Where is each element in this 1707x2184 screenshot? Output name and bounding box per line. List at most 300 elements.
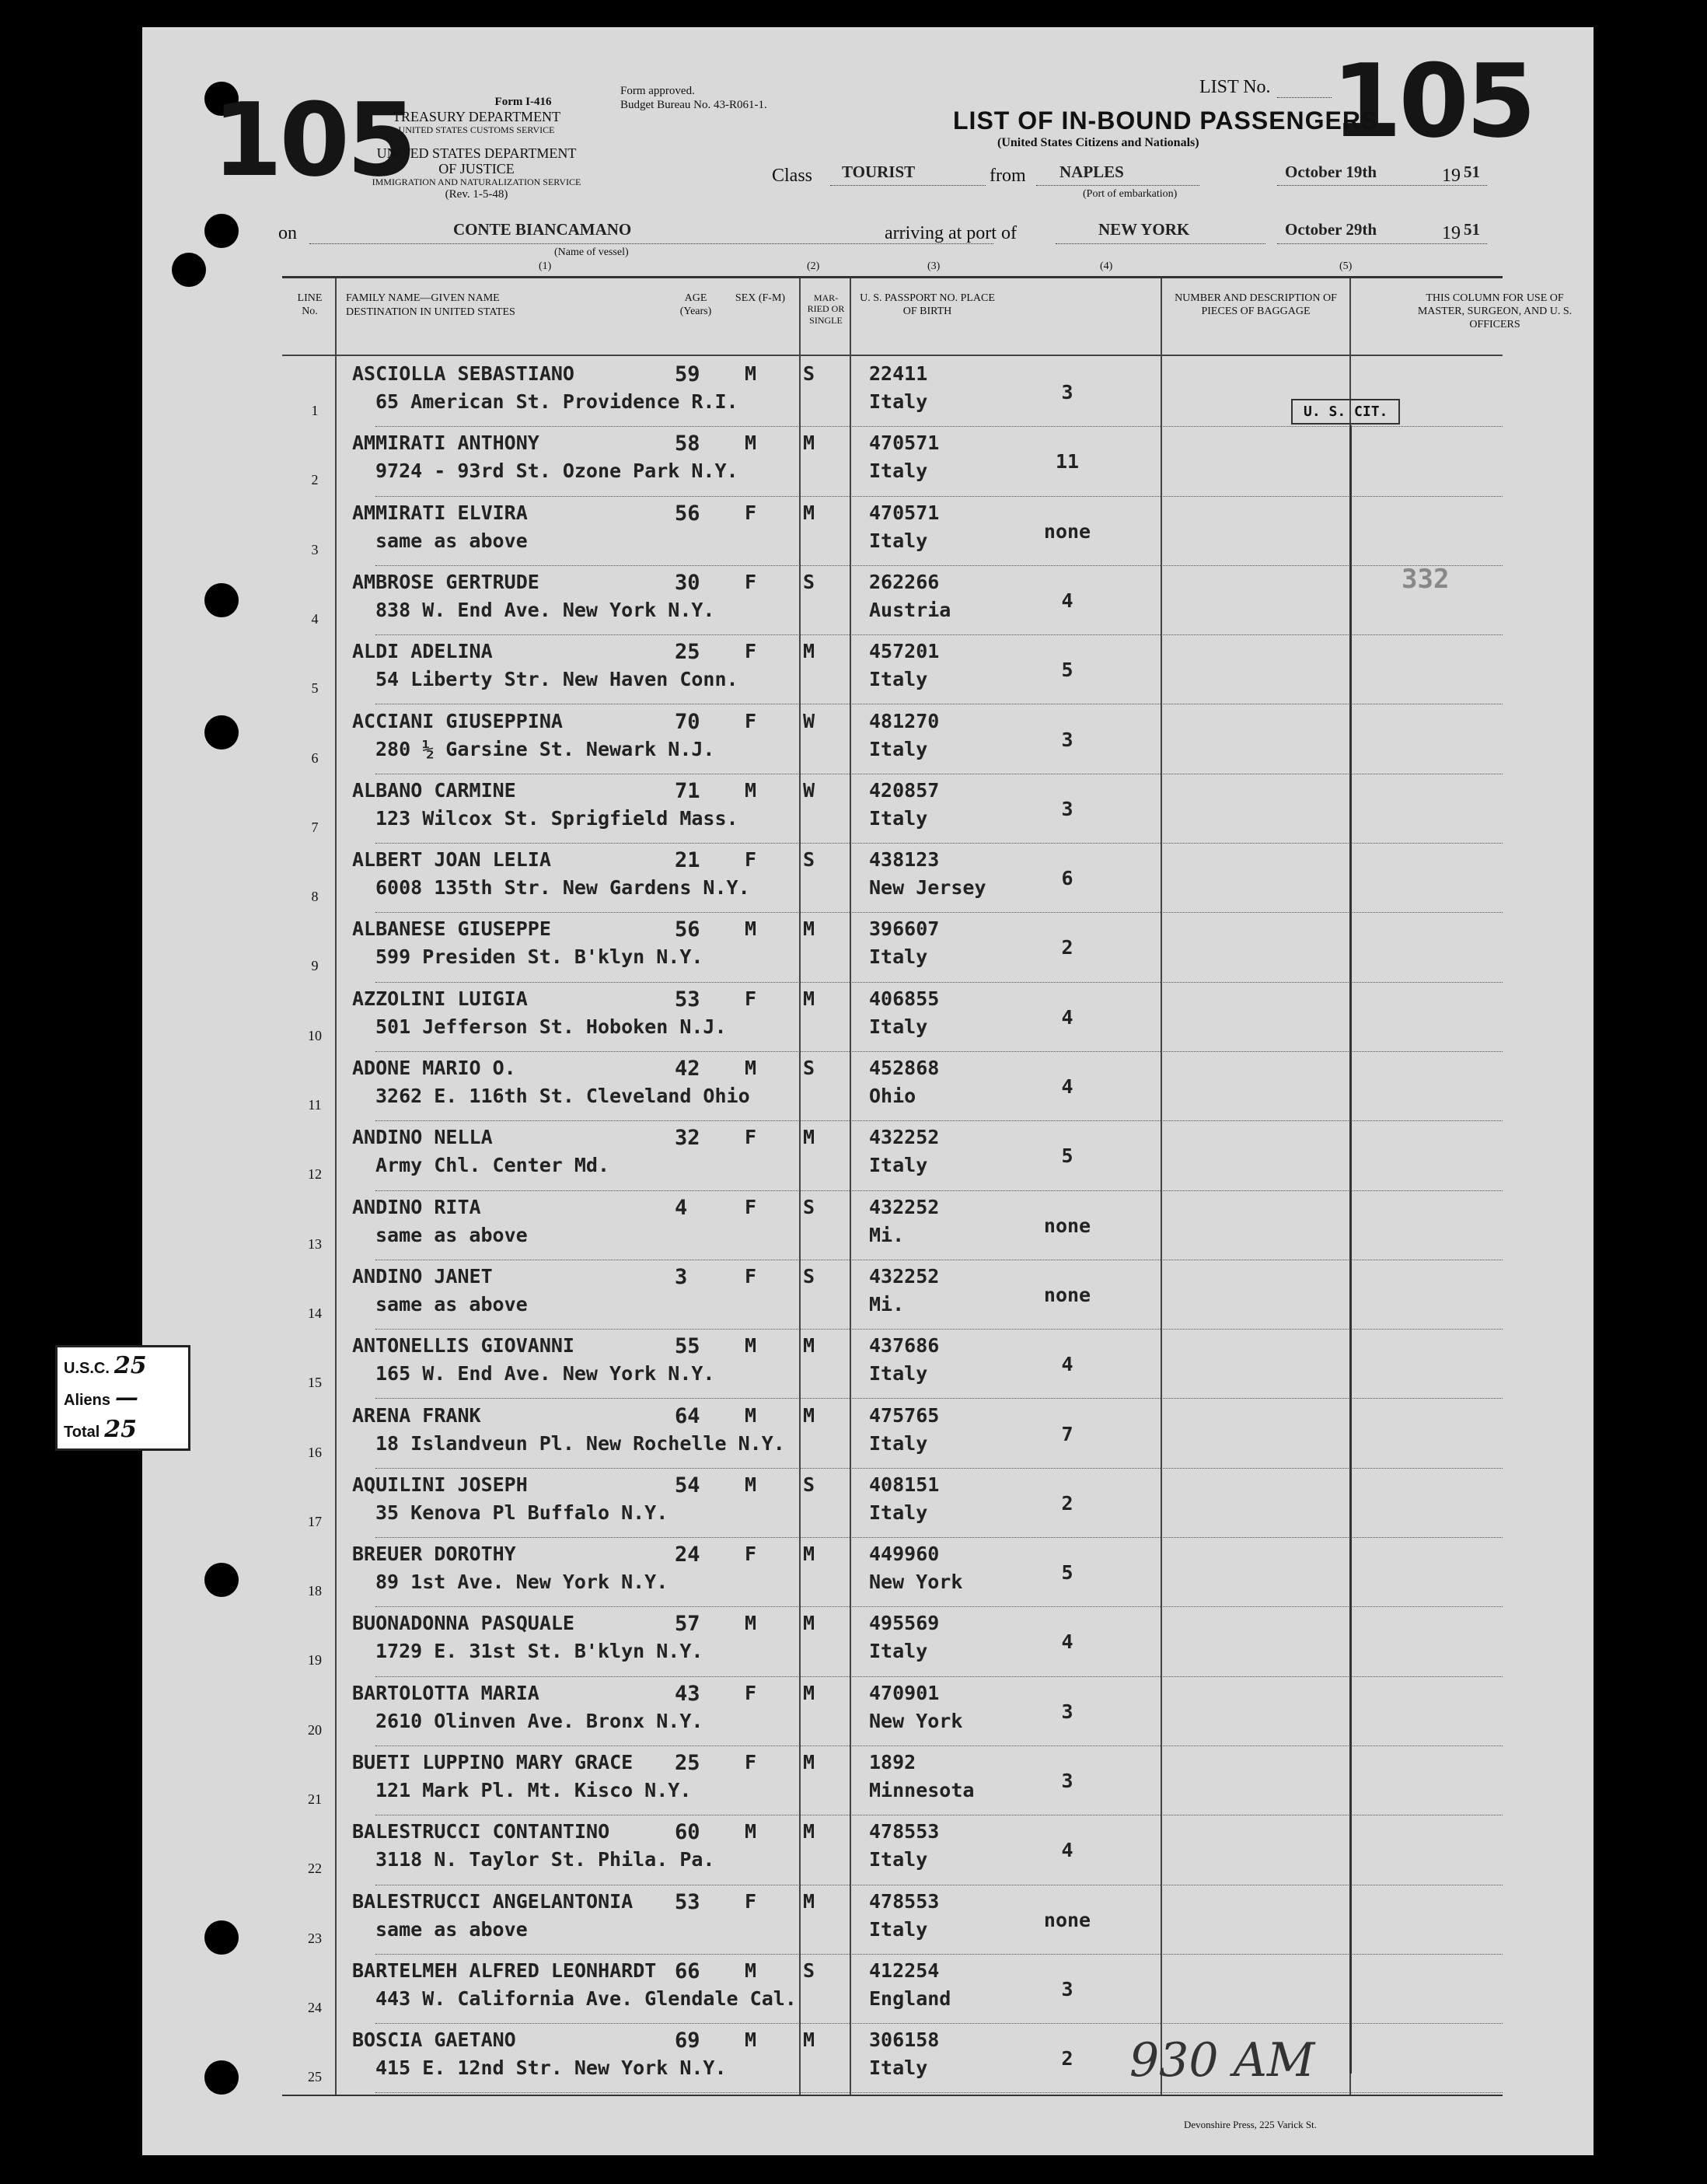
line-number: 15 <box>308 1375 322 1391</box>
place-of-birth: Mi. <box>869 1223 905 1246</box>
list-number-stamp-right: 105 <box>1332 42 1534 160</box>
hdr-passport: U. S. PASSPORT NO. PLACE OF BIRTH <box>860 292 995 317</box>
passport-number: 475765 <box>869 1403 940 1427</box>
table-row <box>282 913 1503 983</box>
sex: M <box>745 1334 757 1358</box>
sex: F <box>745 1889 757 1913</box>
manifest-page <box>64 27 1594 2155</box>
age: 64 <box>675 1403 700 1428</box>
punch-hole <box>204 1563 239 1597</box>
passport-number: 470571 <box>869 501 940 524</box>
place-of-birth: Minnesota <box>869 1779 975 1801</box>
baggage-count: 4 <box>1061 1839 1073 1862</box>
age: 59 <box>675 362 700 386</box>
list-no-line <box>1277 97 1332 98</box>
table-row <box>282 1746 1503 1816</box>
marital-status: W <box>803 778 815 802</box>
baggage-count: 3 <box>1061 728 1073 751</box>
sex: F <box>745 1751 757 1773</box>
passport-number: 262266 <box>869 570 940 593</box>
destination-address: 2610 Olinven Ave. Bronx N.Y. <box>375 1709 703 1732</box>
destination-address: 3118 N. Taylor St. Phila. Pa. <box>375 1848 715 1871</box>
passport-number: 396607 <box>869 917 940 941</box>
age: 58 <box>675 432 700 456</box>
baggage-count: 3 <box>1061 797 1073 820</box>
marital-status: M <box>803 1126 815 1149</box>
age: 53 <box>675 1889 700 1914</box>
marital-status: M <box>803 2028 815 2052</box>
form-approved: Form approved. <box>620 85 695 97</box>
baggage-count: 4 <box>1061 1075 1073 1098</box>
marital-status: S <box>803 1264 815 1288</box>
line-number: 4 <box>311 610 319 627</box>
age: 21 <box>675 848 700 873</box>
passport-number: 1892 <box>869 1751 916 1773</box>
line-number: 10 <box>308 1027 322 1043</box>
destination-address: 89 1st Ave. New York N.Y. <box>375 1571 668 1594</box>
place-of-birth: New York <box>869 1709 963 1732</box>
baggage-count: 3 <box>1061 1770 1073 1792</box>
class-value: TOURIST <box>842 162 916 181</box>
age: 70 <box>675 709 700 734</box>
baggage-count: 3 <box>1061 1977 1073 2001</box>
baggage-count: 2 <box>1061 936 1073 959</box>
place-of-birth: Italy <box>869 1015 928 1038</box>
approval-note <box>620 84 767 112</box>
destination-address: 501 Jefferson St. Hoboken N.J. <box>375 1015 727 1038</box>
number-332: 332 <box>1402 564 1450 595</box>
baggage-count: 7 <box>1061 1422 1073 1445</box>
place-of-birth: Italy <box>869 668 928 691</box>
place-of-birth: New York <box>869 1571 963 1594</box>
marital-status: S <box>803 1057 815 1079</box>
passport-number: 452868 <box>869 1057 940 1079</box>
baggage-count: 2 <box>1061 2047 1073 2070</box>
sex: M <box>745 2028 757 2052</box>
sex: F <box>745 1681 757 1704</box>
punch-hole <box>204 2060 239 2095</box>
hdr-sex: SEX (F-M) <box>735 292 786 304</box>
place-of-birth: Italy <box>869 1431 928 1455</box>
form-title: LIST OF IN-BOUND PASSENGERS <box>953 107 1379 135</box>
line-number: 11 <box>308 1097 322 1113</box>
destination-address: 443 W. California Ave. Glendale Cal. <box>375 1987 797 2010</box>
passport-number: 432252 <box>869 1264 940 1288</box>
class-underline <box>830 185 986 186</box>
age: 30 <box>675 570 700 595</box>
destination-address: 165 W. End Ave. New York N.Y. <box>375 1362 715 1386</box>
destination-address: 6008 135th Str. New Gardens N.Y. <box>375 876 750 900</box>
passenger-name: ALBERT JOAN LELIA <box>352 848 551 872</box>
marital-status: M <box>803 432 815 455</box>
sex: M <box>745 1473 757 1496</box>
destination-address: 599 Presiden St. B'klyn N.Y. <box>375 945 703 969</box>
hdr-line-no: LINE No. <box>297 292 323 317</box>
on-label: on <box>278 223 297 243</box>
sex: F <box>745 1543 757 1566</box>
passport-number: 457201 <box>869 640 940 663</box>
sex: F <box>745 640 757 663</box>
place-of-birth: Italy <box>869 1154 928 1177</box>
passenger-name: ASCIOLLA SEBASTIANO <box>352 362 574 385</box>
passenger-name: ALDI ADELINA <box>352 640 493 663</box>
line-number: 2 <box>311 472 319 488</box>
passport-number: 432252 <box>869 1195 940 1218</box>
line-number: 3 <box>311 541 319 557</box>
line-number: 21 <box>308 1791 322 1807</box>
line-number: 17 <box>308 1513 322 1529</box>
arrive-underline <box>1277 243 1487 244</box>
punch-hole <box>172 253 206 287</box>
line-number: 20 <box>308 1721 322 1738</box>
table-row <box>282 1677 1503 1747</box>
destination-address: 121 Mark Pl. Mt. Kisco N.Y. <box>375 1779 692 1801</box>
place-of-birth: Italy <box>869 529 928 552</box>
hdr-destination: DESTINATION IN UNITED STATES <box>346 306 515 318</box>
agency-header <box>368 96 585 201</box>
age: 69 <box>675 2028 700 2053</box>
sex: F <box>745 987 757 1010</box>
line-number: 6 <box>311 750 319 766</box>
arriving-label: arriving at port of <box>885 223 1017 243</box>
place-of-birth: Italy <box>869 945 928 969</box>
marital-status: M <box>803 917 815 941</box>
age: 56 <box>675 501 700 526</box>
vessel-caption: (Name of vessel) <box>554 246 629 258</box>
marital-status: M <box>803 987 815 1010</box>
destination-address: 54 Liberty Str. New Haven Conn. <box>375 668 738 691</box>
budget-bureau: Budget Bureau No. 43-R061-1. <box>620 99 767 111</box>
depart-underline <box>1277 185 1487 186</box>
col-num-4: (4) <box>1100 260 1113 272</box>
line-number: 25 <box>308 2069 322 2085</box>
passport-number: 478553 <box>869 1889 940 1913</box>
passenger-name: ALBANESE GIUSEPPE <box>352 917 551 941</box>
age: 4 <box>675 1195 688 1220</box>
table-row <box>282 1121 1503 1191</box>
tally-box <box>55 1345 190 1451</box>
baggage-count: 3 <box>1061 1700 1073 1723</box>
arrive-date: October 29th <box>1285 220 1377 239</box>
col-num-3: (3) <box>927 260 941 272</box>
punch-hole <box>204 715 239 750</box>
hdr-age: AGE (Years) <box>679 292 712 317</box>
sex: F <box>745 501 757 524</box>
passenger-name: ANDINO RITA <box>352 1195 481 1218</box>
vessel-name: CONTE BIANCAMANO <box>453 220 632 239</box>
age: 24 <box>675 1543 700 1567</box>
passenger-name: AMMIRATI ANTHONY <box>352 432 539 455</box>
sex: M <box>745 432 757 455</box>
table-row <box>282 1191 1503 1261</box>
age: 71 <box>675 778 700 803</box>
arrival-port: NEW YORK <box>1098 220 1190 239</box>
col-num-2: (2) <box>807 260 820 272</box>
baggage-count: 6 <box>1061 867 1073 890</box>
passenger-name: ADONE MARIO O. <box>352 1057 516 1079</box>
hdr-baggage: NUMBER AND DESCRIPTION OF PIECES OF BAGGAGE <box>1175 292 1337 317</box>
arrive-year-prefix: 19 <box>1442 223 1461 243</box>
passenger-name: AZZOLINI LUIGIA <box>352 987 528 1010</box>
marital-status: M <box>803 1820 815 1843</box>
table-row <box>282 635 1503 705</box>
passport-number: 406855 <box>869 987 940 1010</box>
place-of-birth: Italy <box>869 2056 928 2080</box>
passport-number: 408151 <box>869 1473 940 1496</box>
table-row <box>282 1052 1503 1122</box>
age: 54 <box>675 1473 700 1497</box>
destination-address: 65 American St. Providence R.I. <box>375 390 738 413</box>
place-of-birth: Italy <box>869 737 928 760</box>
place-of-birth: Italy <box>869 1362 928 1386</box>
baggage-count: 5 <box>1061 1561 1073 1585</box>
table-row <box>282 1955 1503 2025</box>
marital-status: M <box>803 1681 815 1704</box>
passenger-table <box>282 276 1573 2096</box>
line-number: 23 <box>308 1930 322 1946</box>
sex: M <box>745 1820 757 1843</box>
line-number: 18 <box>308 1583 322 1599</box>
line-number: 16 <box>308 1444 322 1460</box>
destination-address: Army Chl. Center Md. <box>375 1154 610 1177</box>
passport-number: 470901 <box>869 1681 940 1704</box>
baggage-count: 4 <box>1061 1005 1073 1029</box>
age: 25 <box>675 640 700 665</box>
passenger-name: AMMIRATI ELVIRA <box>352 501 528 524</box>
from-label: from <box>990 166 1026 186</box>
punch-hole <box>204 583 239 617</box>
destination-address: 9724 - 93rd St. Ozone Park N.Y. <box>375 460 738 483</box>
table-row <box>282 1260 1503 1330</box>
marital-status: M <box>803 1889 815 1913</box>
line-number: 14 <box>308 1305 322 1321</box>
age: 53 <box>675 987 700 1012</box>
tally-aliens-value: — <box>115 1384 139 1411</box>
sex: F <box>745 570 757 593</box>
passenger-name: BOSCIA GAETANO <box>352 2028 516 2052</box>
baggage-count: 3 <box>1061 381 1073 404</box>
sex: M <box>745 1057 757 1079</box>
place-of-birth: Italy <box>869 1501 928 1524</box>
depart-year-prefix: 19 <box>1442 166 1461 186</box>
passenger-name: ANDINO JANET <box>352 1264 493 1288</box>
justice-dept: UNITED STATES DEPARTMENT OF JUSTICE <box>376 145 577 177</box>
destination-address: 123 Wilcox St. Sprigfield Mass. <box>375 806 738 830</box>
marital-status: M <box>803 1751 815 1773</box>
line-number: 24 <box>308 1999 322 2015</box>
passenger-name: AMBROSE GERTRUDE <box>352 570 539 593</box>
passenger-name: ANDINO NELLA <box>352 1126 493 1149</box>
age: 60 <box>675 1820 700 1845</box>
table-row <box>282 2024 1503 2094</box>
ins-service: IMMIGRATION AND NATURALIZATION SERVICE <box>372 176 581 188</box>
marital-status: S <box>803 570 815 593</box>
passenger-name: BALESTRUCCI ANGELANTONIA <box>352 1889 634 1913</box>
place-of-birth: Italy <box>869 1848 928 1871</box>
age: 3 <box>675 1264 688 1289</box>
hdr-family-name: FAMILY NAME—GIVEN NAME <box>346 292 500 304</box>
sex: F <box>745 1264 757 1288</box>
marital-status: S <box>803 1195 815 1218</box>
punch-hole <box>204 1920 239 1955</box>
line-number: 5 <box>311 680 319 697</box>
destination-address: 18 Islandveun Pl. New Rochelle N.Y. <box>375 1431 785 1455</box>
punch-hole <box>204 214 239 248</box>
destination-address: 35 Kenova Pl Buffalo N.Y. <box>375 1501 668 1524</box>
marital-status: S <box>803 848 815 872</box>
destination-address: same as above <box>375 1917 528 1941</box>
baggage-count: 5 <box>1061 659 1073 682</box>
table-row <box>282 844 1503 914</box>
marital-status: M <box>803 1334 815 1358</box>
tally-usc <box>64 1352 182 1379</box>
customs-service: UNITED STATES CUSTOMS SERVICE <box>398 124 555 135</box>
passport-number: 481270 <box>869 709 940 732</box>
us-citizen-line <box>1349 425 1352 2074</box>
marital-status: M <box>803 1403 815 1427</box>
form-subtitle: (United States Citizens and Nationals) <box>997 136 1199 149</box>
destination-address: 838 W. End Ave. New York N.Y. <box>375 598 715 621</box>
revision: (Rev. 1-5-48) <box>445 187 508 201</box>
tally-total-value: 25 <box>104 1416 138 1443</box>
line-number: 8 <box>311 889 319 905</box>
row-rule <box>375 2092 1503 2093</box>
sex: M <box>745 1612 757 1635</box>
baggage-count: 4 <box>1061 1353 1073 1376</box>
tally-total-label: Total <box>64 1424 100 1441</box>
place-of-birth: England <box>869 1987 951 2010</box>
passport-number: 437686 <box>869 1334 940 1358</box>
baggage-count: 5 <box>1061 1144 1073 1168</box>
place-of-birth: Italy <box>869 1917 928 1941</box>
line-number: 7 <box>311 819 319 835</box>
passport-number: 449960 <box>869 1543 940 1566</box>
place-of-birth: Austria <box>869 598 951 621</box>
tally-aliens-label: Aliens <box>64 1392 111 1409</box>
passenger-name: BARTOLOTTA MARIA <box>352 1681 539 1704</box>
destination-address: 3262 E. 116th St. Cleveland Ohio <box>375 1085 750 1107</box>
age: 55 <box>675 1334 700 1359</box>
passenger-name: ACCIANI GIUSEPPINA <box>352 709 563 732</box>
passenger-name: BARTELMEH ALFRED LEONHARDT <box>352 1959 657 1982</box>
line-number: 12 <box>308 1166 322 1183</box>
destination-address: same as above <box>375 1292 528 1316</box>
passport-number: 432252 <box>869 1126 940 1149</box>
passport-number: 306158 <box>869 2028 940 2052</box>
marital-status: M <box>803 640 815 663</box>
destination-address: 280 ½ Garsine St. Newark N.J. <box>375 737 715 760</box>
age: 43 <box>675 1681 700 1706</box>
place-of-birth: Italy <box>869 806 928 830</box>
table-row <box>282 983 1503 1053</box>
hdr-married: MAR-RIED OR SINGLE <box>807 292 845 326</box>
destination-address: same as above <box>375 1223 528 1246</box>
embark-port: NAPLES <box>1059 162 1124 181</box>
table-row <box>282 427 1503 497</box>
col-num-1: (1) <box>539 260 552 272</box>
tally-usc-value: 25 <box>113 1352 147 1379</box>
passenger-name: BUONADONNA PASQUALE <box>352 1612 574 1635</box>
passenger-name: BALESTRUCCI CONTANTINO <box>352 1820 610 1843</box>
col-num-5: (5) <box>1339 260 1353 272</box>
destination-address: 415 E. 12nd Str. New York N.Y. <box>375 2056 727 2080</box>
age: 42 <box>675 1057 700 1081</box>
sex: F <box>745 1195 757 1218</box>
table-row <box>282 1885 1503 1955</box>
table-row <box>282 1400 1503 1469</box>
age: 25 <box>675 1751 700 1775</box>
age: 56 <box>675 917 700 942</box>
destination-address: same as above <box>375 529 528 552</box>
age: 32 <box>675 1126 700 1151</box>
tally-total <box>64 1416 182 1443</box>
header-divider <box>282 355 1503 356</box>
place-of-birth: Mi. <box>869 1292 905 1316</box>
passenger-rows <box>282 358 1503 2095</box>
marital-status: S <box>803 362 815 385</box>
destination-address: 1729 E. 31st St. B'klyn N.Y. <box>375 1640 703 1663</box>
marital-status: M <box>803 1612 815 1635</box>
arrive-year: 51 <box>1464 220 1480 239</box>
passenger-name: BUETI LUPPINO MARY GRACE <box>352 1751 634 1773</box>
passport-number: 420857 <box>869 778 940 802</box>
us-citizen-stamp: U. S. CIT. <box>1291 399 1400 425</box>
marital-status: M <box>803 501 815 524</box>
marital-status: S <box>803 1959 815 1982</box>
baggage-count: none <box>1043 1214 1091 1237</box>
passport-number: 22411 <box>869 362 928 385</box>
line-number: 1 <box>311 403 319 418</box>
passenger-name: AQUILINI JOSEPH <box>352 1473 528 1496</box>
form-id: Form I-416 <box>494 96 552 108</box>
table-row <box>282 1330 1503 1400</box>
arrival-underline <box>1056 243 1265 244</box>
passenger-name: ANTONELLIS GIOVANNI <box>352 1334 574 1358</box>
table-row <box>282 1815 1503 1885</box>
baggage-count: none <box>1043 519 1091 543</box>
sex: M <box>745 1959 757 1982</box>
sex: F <box>745 1126 757 1149</box>
place-of-birth: New Jersey <box>869 876 986 900</box>
age: 66 <box>675 1959 700 1983</box>
baggage-count: none <box>1043 1283 1091 1306</box>
table-row <box>282 774 1503 844</box>
line-number: 13 <box>308 1235 322 1252</box>
sex: M <box>745 917 757 941</box>
embark-caption: (Port of embarkation) <box>1083 188 1178 200</box>
table-row <box>282 705 1503 775</box>
from-underline <box>1036 185 1199 186</box>
sex: F <box>745 709 757 732</box>
passport-number: 412254 <box>869 1959 940 1982</box>
passport-number: 470571 <box>869 432 940 455</box>
line-number: 19 <box>308 1652 322 1669</box>
passport-number: 438123 <box>869 848 940 872</box>
table-row <box>282 566 1503 636</box>
passport-number: 495569 <box>869 1612 940 1635</box>
passenger-name: BREUER DOROTHY <box>352 1543 516 1566</box>
list-no-label <box>1199 77 1271 98</box>
passport-number: 478553 <box>869 1820 940 1843</box>
marital-status: S <box>803 1473 815 1496</box>
tally-usc-label: U.S.C. <box>64 1360 110 1377</box>
treasury-dept: TREASURY DEPARTMENT <box>392 109 561 125</box>
depart-year: 51 <box>1464 162 1480 181</box>
baggage-count: 2 <box>1061 1491 1073 1515</box>
sex: F <box>745 848 757 872</box>
sex: M <box>745 778 757 802</box>
marital-status: W <box>803 709 815 732</box>
